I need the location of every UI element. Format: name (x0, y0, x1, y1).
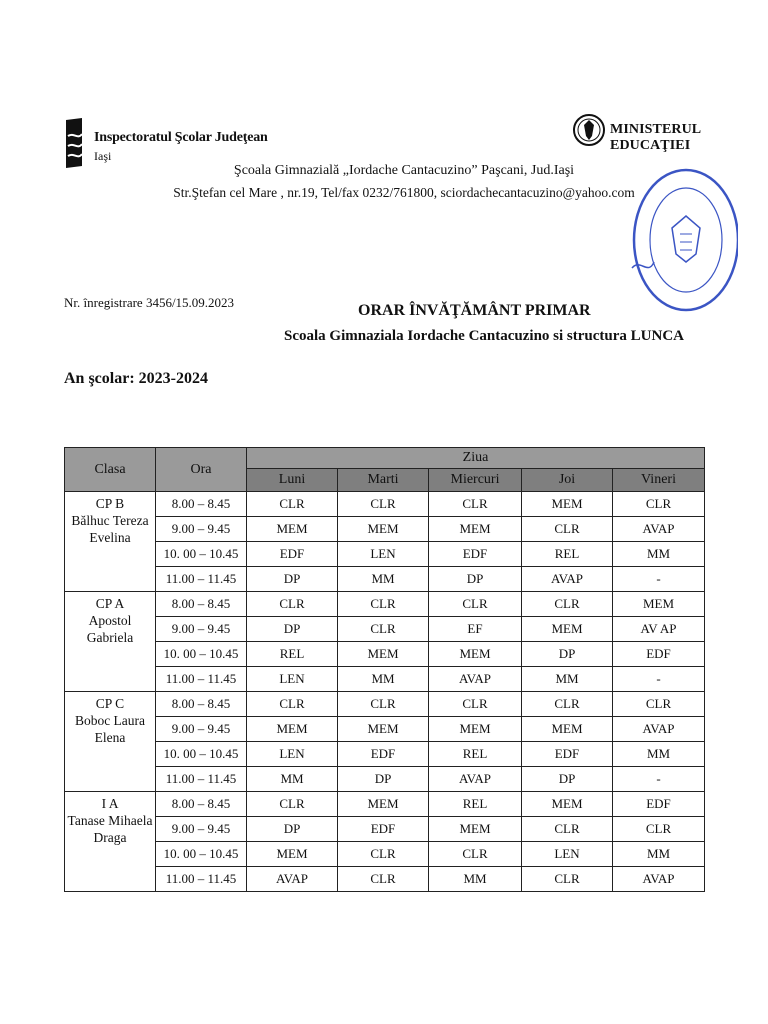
subject-cell: CLR (338, 842, 429, 867)
subject-cell: - (613, 767, 705, 792)
subject-cell: CLR (429, 692, 522, 717)
class-teacher-line: I A (101, 796, 119, 811)
subject-cell: CLR (247, 592, 338, 617)
class-teacher-line: Boboc Laura (74, 712, 146, 728)
hour-cell: 9.00 – 9.45 (156, 617, 247, 642)
subject-cell: MEM (338, 517, 429, 542)
subject-cell: AVAP (522, 567, 613, 592)
table-row (65, 742, 705, 767)
timetable (64, 447, 705, 892)
subject-cell: EDF (613, 642, 705, 667)
hour-cell: 9.00 – 9.45 (156, 517, 247, 542)
hour-cell: 11.00 – 11.45 (156, 667, 247, 692)
subject-cell: CLR (522, 592, 613, 617)
header-day-name: Marti (338, 469, 429, 492)
romania-coat-of-arms-icon (572, 100, 606, 160)
official-stamp-icon (628, 150, 738, 315)
subject-cell: CLR (429, 492, 522, 517)
subject-cell: CLR (338, 492, 429, 517)
header-class: Clasa (65, 448, 156, 492)
class-teacher-cell (65, 492, 156, 592)
subject-cell: DP (247, 817, 338, 842)
subject-cell: EDF (613, 792, 705, 817)
table-row (65, 717, 705, 742)
subject-cell: AVAP (613, 717, 705, 742)
subject-cell: - (613, 667, 705, 692)
subject-cell: MEM (247, 717, 338, 742)
subject-cell: AVAP (429, 667, 522, 692)
isj-name: Inspectoratul Şcolar Judeţean (94, 130, 268, 145)
school-name: Şcoala Gimnazială „Iordache Cantacuzino” Paşcani, Jud.Iaşi (233, 163, 575, 178)
hour-cell: 10. 00 – 10.45 (156, 642, 247, 667)
subject-cell: DP (429, 567, 522, 592)
subject-cell: MM (429, 867, 522, 892)
subject-cell: EF (429, 617, 522, 642)
subject-cell: DP (522, 642, 613, 667)
header-day-name: Vineri (613, 469, 705, 492)
class-teacher-line: Elena (94, 729, 126, 745)
subject-cell: MEM (522, 792, 613, 817)
subject-cell: MEM (338, 792, 429, 817)
ministry-name: MINISTERUL EDUCAŢIEI (610, 122, 701, 153)
table-row (65, 692, 705, 717)
header-hour: Ora (156, 448, 247, 492)
subject-cell: CLR (522, 517, 613, 542)
subject-cell: AVAP (613, 517, 705, 542)
class-teacher-line: Draga (93, 829, 127, 845)
header-day-name: Miercuri (429, 469, 522, 492)
subject-cell: CLR (247, 792, 338, 817)
class-teacher-line: Evelina (89, 529, 131, 545)
class-teacher-line: CP B (95, 496, 125, 511)
subject-cell: CLR (338, 592, 429, 617)
subject-cell: DP (247, 617, 338, 642)
table-row (65, 592, 705, 617)
subject-cell: DP (522, 767, 613, 792)
subject-cell: MEM (247, 517, 338, 542)
hour-cell: 9.00 – 9.45 (156, 817, 247, 842)
subject-cell: EDF (338, 742, 429, 767)
table-row (65, 567, 705, 592)
subject-cell: CLR (247, 492, 338, 517)
subject-cell: LEN (247, 742, 338, 767)
table-row (65, 642, 705, 667)
class-teacher-cell (65, 692, 156, 792)
subject-cell: MM (613, 542, 705, 567)
subject-cell: CLR (613, 817, 705, 842)
subject-cell: CLR (613, 692, 705, 717)
subject-cell: MM (338, 567, 429, 592)
table-row (65, 667, 705, 692)
subject-cell: CLR (429, 592, 522, 617)
hour-cell: 8.00 – 8.45 (156, 592, 247, 617)
subject-cell: MEM (429, 817, 522, 842)
subject-cell: MM (522, 667, 613, 692)
subject-cell: AVAP (429, 767, 522, 792)
subject-cell: MM (338, 667, 429, 692)
subject-cell: MM (247, 767, 338, 792)
subject-cell: CLR (338, 617, 429, 642)
hour-cell: 10. 00 – 10.45 (156, 542, 247, 567)
subject-cell: LEN (247, 667, 338, 692)
class-teacher-line: CP C (95, 696, 125, 711)
subject-cell: REL (429, 742, 522, 767)
subject-cell: CLR (522, 692, 613, 717)
subject-cell: CLR (338, 867, 429, 892)
isj-logo-icon (64, 118, 84, 168)
subject-cell: MEM (338, 642, 429, 667)
subject-cell: CLR (522, 817, 613, 842)
subject-cell: AV AP (613, 617, 705, 642)
class-teacher-cell (65, 792, 156, 892)
subject-cell: MEM (429, 717, 522, 742)
header-day-name: Luni (247, 469, 338, 492)
header-day: Ziua (247, 448, 705, 469)
subject-cell: DP (247, 567, 338, 592)
table-row (65, 867, 705, 892)
subject-cell: CLR (522, 867, 613, 892)
timetable-body (65, 492, 705, 892)
subject-cell: CLR (338, 692, 429, 717)
subject-cell: REL (522, 542, 613, 567)
table-row (65, 792, 705, 817)
registration-number: Nr. înregistrare 3456/15.09.2023 (64, 295, 235, 310)
subject-cell: LEN (522, 842, 613, 867)
subject-cell: MM (613, 742, 705, 767)
subject-cell: LEN (338, 542, 429, 567)
page-subtitle: Scoala Gimnaziala Iordache Cantacuzino si structura LUNCA (284, 328, 684, 344)
class-teacher-line: CP A (95, 596, 125, 611)
school-year: An şcolar: 2023-2024 (64, 370, 208, 387)
class-teacher-cell (65, 592, 156, 692)
hour-cell: 11.00 – 11.45 (156, 767, 247, 792)
isj-city: Iaşi (94, 149, 112, 163)
class-teacher-line: Bălhuc Tereza (71, 512, 149, 528)
subject-cell: MEM (429, 642, 522, 667)
subject-cell: CLR (429, 842, 522, 867)
subject-cell: REL (429, 792, 522, 817)
subject-cell: EDF (522, 742, 613, 767)
hour-cell: 10. 00 – 10.45 (156, 842, 247, 867)
subject-cell: MEM (522, 617, 613, 642)
subject-cell: MEM (522, 717, 613, 742)
subject-cell: EDF (429, 542, 522, 567)
school-address: Str.Ştefan cel Mare , nr.19, Tel/fax 0232/761800, sciordachecantacuzino@yahoo.com (173, 185, 635, 200)
hour-cell: 8.00 – 8.45 (156, 792, 247, 817)
subject-cell: EDF (338, 817, 429, 842)
subject-cell: MEM (247, 842, 338, 867)
header-day-name: Joi (522, 469, 613, 492)
subject-cell: CLR (247, 692, 338, 717)
subject-cell: MEM (429, 517, 522, 542)
hour-cell: 8.00 – 8.45 (156, 692, 247, 717)
table-row (65, 842, 705, 867)
subject-cell: - (613, 567, 705, 592)
page-title: ORAR ÎNVĂŢĂMÂNT PRIMAR (358, 302, 591, 319)
table-row (65, 767, 705, 792)
subject-cell: CLR (613, 492, 705, 517)
subject-cell: MEM (613, 592, 705, 617)
subject-cell: MEM (522, 492, 613, 517)
hour-cell: 8.00 – 8.45 (156, 492, 247, 517)
subject-cell: AVAP (247, 867, 338, 892)
hour-cell: 11.00 – 11.45 (156, 867, 247, 892)
class-teacher-line: Tanase Mihaela (67, 812, 153, 828)
table-row (65, 817, 705, 842)
table-row (65, 492, 705, 517)
subject-cell: DP (338, 767, 429, 792)
table-row (65, 617, 705, 642)
class-teacher-line: Apostol Gabriela (86, 612, 134, 645)
subject-cell: AVAP (613, 867, 705, 892)
hour-cell: 11.00 – 11.45 (156, 567, 247, 592)
table-row (65, 542, 705, 567)
hour-cell: 9.00 – 9.45 (156, 717, 247, 742)
subject-cell: MEM (338, 717, 429, 742)
hour-cell: 10. 00 – 10.45 (156, 742, 247, 767)
subject-cell: REL (247, 642, 338, 667)
table-row (65, 517, 705, 542)
subject-cell: EDF (247, 542, 338, 567)
subject-cell: MM (613, 842, 705, 867)
